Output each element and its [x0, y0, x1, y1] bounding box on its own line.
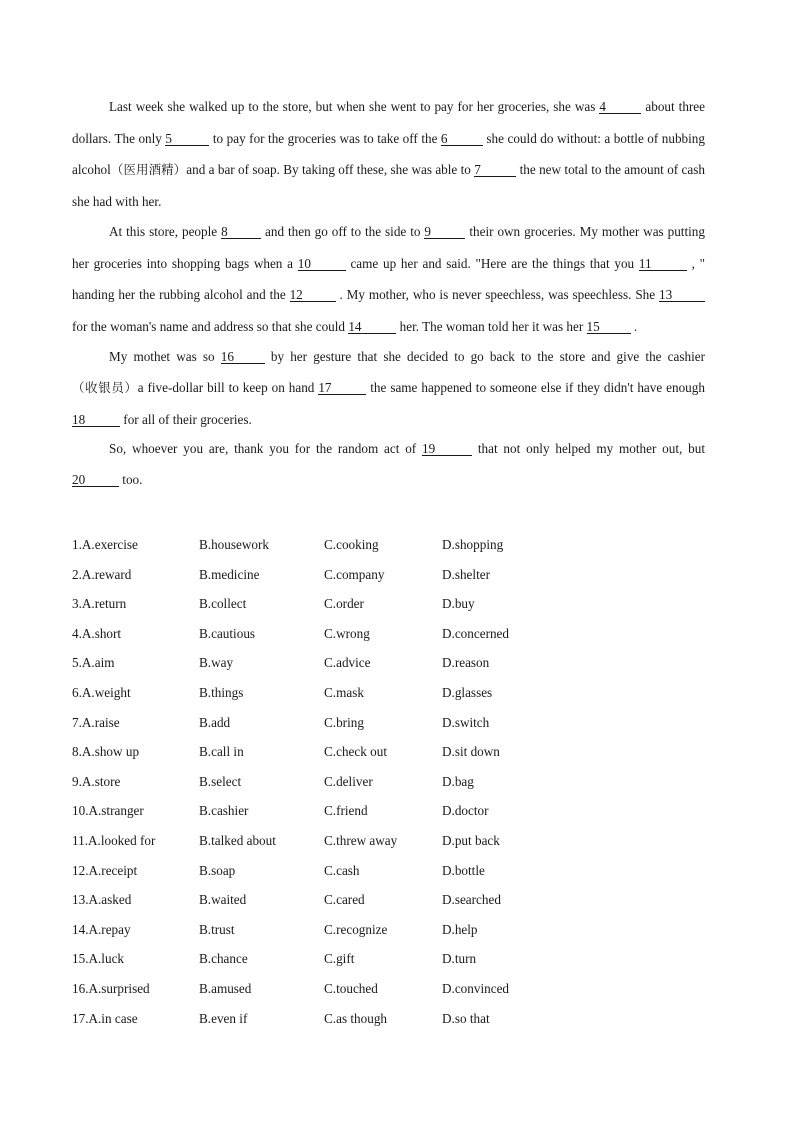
option-a: 14.A.repay [72, 921, 131, 937]
option-a: 1.A.exercise [72, 537, 138, 552]
option-c: C.touched [324, 980, 378, 996]
passage-text: . My mother, who is never speechless, was speechless. She [335, 287, 659, 303]
option-b: B.cautious [199, 625, 256, 641]
option-a: 8.A.show up [72, 744, 140, 760]
option-b: B.select [199, 773, 242, 789]
blank-10: 10 [298, 257, 346, 271]
paragraph-4 [72, 433, 705, 496]
option-row-13 [72, 891, 632, 921]
option-row-1 [72, 536, 632, 566]
option-b: B.trust [199, 921, 235, 937]
option-a: 3.A.return [72, 596, 127, 612]
option-d: D.glasses [442, 684, 493, 700]
paragraph-1 [72, 91, 705, 218]
option-d: D.put back [442, 832, 500, 848]
blank-6: 6 [441, 132, 483, 146]
passage-text: for the woman's name and address so that she could [72, 318, 349, 334]
option-b: B.cashier [199, 803, 249, 819]
option-a: 16.A.surprised [72, 980, 150, 996]
chinese-gloss: （收银员） [72, 380, 138, 396]
option-c: C.threw away [324, 832, 398, 848]
option-a: 13.A.asked [72, 892, 132, 908]
option-d: D.shopping [442, 537, 504, 552]
option-c: C.advice [324, 655, 371, 671]
passage-text: My mothet was so [109, 348, 221, 364]
option-a: 5.A.aim [72, 655, 115, 671]
blank-8: 8 [221, 225, 261, 239]
option-d: D.reason [442, 655, 490, 671]
blank-18: 18 [72, 413, 120, 427]
option-d: D.turn [442, 951, 477, 967]
blank-13: 13 [659, 288, 705, 302]
option-row-11 [72, 832, 632, 862]
option-row-8 [72, 743, 632, 773]
option-d: D.convinced [442, 980, 510, 996]
option-a: 11.A.looked for [72, 832, 156, 848]
passage-text: . [630, 318, 638, 334]
option-row-3 [72, 595, 632, 625]
option-row-12 [72, 862, 632, 892]
option-b: B.talked about [199, 832, 276, 848]
blank-20: 20 [72, 473, 119, 487]
passage-text: the new total to the amount of cash she had with her. [72, 162, 705, 210]
option-b: B.medicine [199, 566, 260, 582]
passage-text: , " handing her the rubbing alcohol and the [72, 255, 705, 303]
option-c: C.wrong [324, 625, 370, 641]
option-a: 2.A.reward [72, 566, 132, 582]
passage-text: about three dollars. The only [72, 99, 706, 146]
option-c: C.bring [324, 714, 364, 730]
passage-text: the same happened to someone else if they didn't have enough [366, 380, 705, 396]
option-b: B.chance [199, 951, 248, 967]
option-c: C.mask [324, 684, 364, 700]
option-row-17 [72, 1010, 632, 1040]
option-a: 9.A.store [72, 773, 121, 789]
option-c: C.as though [324, 1010, 388, 1026]
option-row-2 [72, 566, 632, 596]
option-d: D.bag [442, 773, 474, 789]
blank-7: 7 [474, 163, 516, 177]
passage-text: she could do without: a bottle of nubbing alcohol [72, 130, 705, 178]
passage-text: came up her and said. "Here are the things that you [345, 255, 639, 271]
option-a: 6.A.weight [72, 684, 131, 700]
option-a: 4.A.short [72, 625, 122, 641]
option-b: B.even if [199, 1010, 248, 1026]
option-b: B.waited [199, 892, 247, 908]
paragraph-3 [72, 341, 705, 436]
passage-text: At this store, people [109, 223, 222, 239]
option-row-10 [72, 802, 632, 832]
passage-text: Last week she walked up to the store, but when she went to pay for her groceries, she was [109, 99, 600, 114]
passage-text: and a bar of soap. By taking off these, she was able to [186, 162, 475, 178]
option-a: 15.A.luck [72, 951, 125, 967]
option-c: C.check out [324, 744, 387, 760]
cloze-passage [72, 91, 705, 496]
passage-text: to pay for the groceries was to take off the [209, 130, 441, 146]
option-a: 10.A.stranger [72, 803, 144, 819]
option-row-5 [72, 654, 632, 684]
option-b: B.way [199, 655, 234, 671]
passage-text: a five-dollar bill to keep on hand [137, 380, 319, 396]
passage-text: their own groceries. My mother was putting her groceries into shopping bags when a [72, 223, 705, 271]
option-d: D.buy [442, 596, 475, 612]
option-c: C.cash [324, 862, 360, 878]
option-b: B.collect [199, 596, 247, 612]
option-c: C.gift [324, 951, 355, 967]
answer-options [72, 536, 632, 1039]
blank-15: 15 [587, 320, 631, 334]
option-d: D.concerned [442, 625, 509, 641]
blank-5: 5 [165, 132, 209, 146]
option-b: B.things [199, 684, 244, 700]
option-c: C.cooking [324, 537, 379, 552]
paragraph-2 [72, 216, 705, 343]
option-d: D.sit down [442, 744, 500, 760]
option-row-4 [72, 625, 632, 655]
option-c: C.deliver [324, 773, 373, 789]
blank-12: 12 [290, 288, 336, 302]
passage-text: that not only helped my mother out, but [472, 440, 705, 456]
option-row-15 [72, 950, 632, 980]
blank-11: 11 [639, 257, 687, 271]
option-c: C.cared [324, 892, 365, 908]
option-row-7 [72, 714, 632, 744]
option-c: C.order [324, 596, 364, 612]
option-d: D.help [442, 921, 478, 937]
blank-4: 4 [599, 100, 641, 114]
option-d: D.switch [442, 714, 490, 730]
option-a: 17.A.in case [72, 1010, 138, 1026]
option-a: 7.A.raise [72, 714, 120, 730]
option-d: D.so that [442, 1010, 490, 1026]
option-row-14 [72, 921, 632, 951]
passage-text: for all of their groceries. [120, 412, 252, 428]
blank-17: 17 [318, 381, 366, 395]
passage-text: her. The woman told her it was her [396, 318, 587, 334]
option-a: 12.A.receipt [72, 862, 138, 878]
passage-text: by her gesture that she decided to go back to the store and give the cashier [264, 348, 705, 364]
blank-19: 19 [422, 442, 472, 456]
blank-16: 16 [221, 350, 265, 364]
passage-text: too. [119, 472, 143, 488]
option-c: C.recognize [324, 921, 388, 937]
option-d: D.doctor [442, 803, 489, 819]
option-row-6 [72, 684, 632, 714]
option-b: B.amused [199, 980, 252, 996]
option-b: B.call in [199, 744, 244, 760]
blank-9: 9 [424, 225, 465, 239]
option-d: D.shelter [442, 566, 490, 582]
passage-text: So, whoever you are, thank you for the random act of [109, 440, 423, 456]
chinese-gloss: （医用酒精） [110, 162, 187, 178]
option-d: D.searched [442, 892, 501, 908]
option-b: B.housework [199, 537, 269, 552]
option-c: C.friend [324, 803, 368, 819]
option-b: B.add [199, 714, 231, 730]
option-b: B.soap [199, 862, 236, 878]
option-c: C.company [324, 566, 385, 582]
passage-text: and then go off to the side to [261, 223, 425, 239]
option-row-16 [72, 980, 632, 1010]
blank-14: 14 [348, 320, 396, 334]
option-row-9 [72, 773, 632, 803]
option-d: D.bottle [442, 862, 485, 878]
